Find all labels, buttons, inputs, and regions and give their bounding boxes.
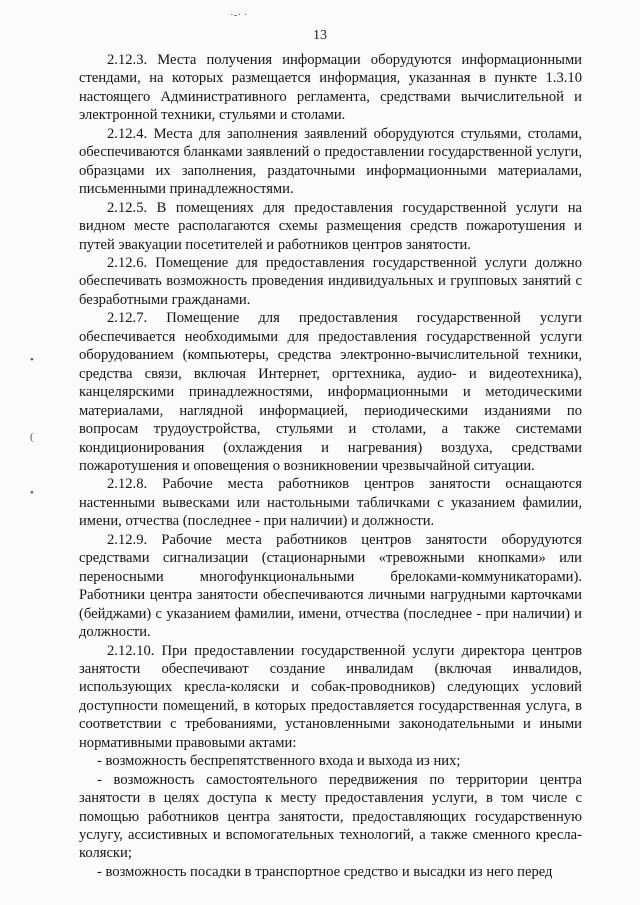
scan-artifact-margin-1: • [30,354,34,366]
page-number: 13 [313,28,327,43]
scan-artifact-top: ·-· · [230,9,248,21]
scan-artifact-margin-2: ( [30,431,34,443]
list-item-movement: - возможность самостоятельного передвижения по территории центра занятости в целях доступа к месту предоставления услуги, в том числе с помощью работников центра занятости, предоставляющих государственную услугу, ассистивных и вспомогательных технологий, а также сменного кресла-коляски; [79,771,582,862]
paragraph-2-12-4: 2.12.4. Места для заполнения заявлений оборудуются стульями, столами, обеспечиваются бланками заявлений о предоставлении государственной услуги, образцами их заполнения, раздаточными информационными материалами, письменными принадлежностями. [79,125,582,198]
paragraph-2-12-5: 2.12.5. В помещениях для предоставления государственной услуги на видном месте располагаются схемы размещения средств пожаротушения и путей эвакуации посетителей и работников центров занятости. [79,199,582,253]
list-item-entry-exit: - возможность беспрепятственного входа и выхода из них; [97,753,461,770]
paragraph-2-12-10: 2.12.10. При предоставлении государственной услуги директора центров занятости обеспечивают создание инвалидам (включая инвалидов, использующих кресла-коляски и собак-проводников) следующих условий доступности помещений, в которых предоставляется государственная услуга, в соответствии с требованиями, установленными законодательными и иными нормативными правовыми актами: [79,642,582,751]
scan-artifact-margin-3: • [30,487,34,499]
paragraph-2-12-7: 2.12.7. Помещение для предоставления государственной услуги обеспечивается необходимыми для предоставления государственной услуги оборудованием (компьютеры, средства электронно-вычислительной техники, средства связи, включая Интернет, оргтехника, аудио- и видеотехника), канцелярскими принадлежностями, информационными и методическими материалами, наглядной информацией, периодическими изданиями по вопросам трудоустройства, стульями и столами, а также системами кондиционирования (охлаждения и нагревания) воздуха, средствами пожаротушения и оповещения о возникновении чрезвычайной ситуации. [79,310,582,474]
paragraph-2-12-6: 2.12.6. Помещение для предоставления государственной услуги должно обеспечивать возможность проведения индивидуальных и групповых занятий с безработными гражданами. [79,254,582,308]
list-item-transport: - возможность посадки в транспортное средство и высадки из него перед [97,863,553,880]
paragraph-2-12-8: 2.12.8. Рабочие места работников центров занятости оснащаются настенными вывесками или настольными табличками с указанием фамилии, имени, отчества (последнее - при наличии) и должности. [79,476,582,530]
paragraph-2-12-3: 2.12.3. Места получения информации оборудуются информационными стендами, на которых размещается информация, указанная в пункте 1.3.10 настоящего Административного регламента, средствами вычислительной и электронной техники, стульями и столами. [79,52,582,124]
paragraph-2-12-9: 2.12.9. Рабочие места работников центров занятости оборудуются средствами сигнализации (стационарными «тревожными кнопками» или переносными многофункциональными брелоками-коммуникаторами). Работники центра занятости обеспечиваются личными нагрудными карточками (бейджами) с указанием фамилии, имени, отчества (последнее - при наличии) и должности. [79,531,582,641]
document-body [79,51,582,881]
